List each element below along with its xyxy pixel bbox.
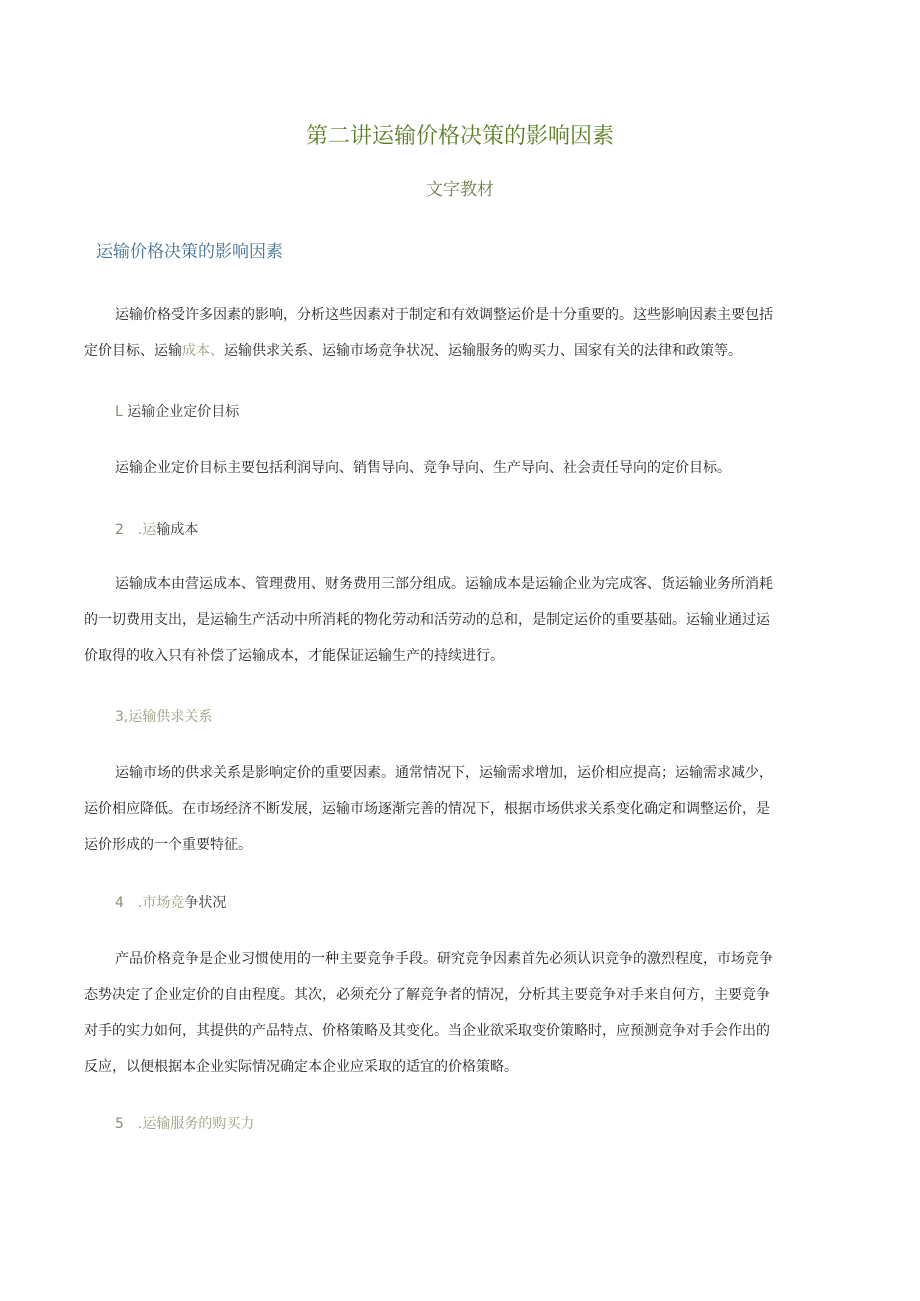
item-2-title-accent: .运: [137, 522, 157, 538]
item-1-heading: [115, 400, 239, 424]
item-1-number: L: [115, 404, 123, 420]
item-4-line-4: 反应，以便根据本企业实际情况确定本企业应采取的适宜的价格策略。: [84, 1059, 518, 1075]
item-4-title: 争状况: [184, 895, 227, 911]
item-5-title-accent: .运输服务的购买力: [137, 1116, 255, 1132]
item-1-paragraph: [84, 450, 844, 486]
intro-line-2-end: 运输供求关系、运输市场竞争状况、运输服务的购买力、国家有关的法律和政策等。: [224, 343, 742, 359]
item-3-heading: 3,运输供求关系: [115, 709, 213, 725]
intro-line-2-start: 定价目标、运输: [84, 343, 182, 359]
intro-line-2: [84, 333, 844, 369]
item-5-heading: [115, 1112, 254, 1136]
item-3-paragraph: [84, 755, 844, 863]
item-3-line-1: 运输市场的供求关系是影响定价的重要因素。通常情况下，运输需求增加，运价相应提高；运输需求减少，: [115, 765, 773, 781]
item-1-line-1: 运输企业定价目标主要包括利润导向、销售导向、竞争导向、生产导向、社会责任导向的定价目标。: [115, 460, 731, 476]
item-2-line-3: 价取得的收入只有补偿了运输成本，才能保证运输生产的持续进行。: [84, 648, 504, 664]
intro-paragraph: [84, 297, 844, 369]
intro-line-1: 运输价格受许多因素的影响，分析这些因素对于制定和有效调整运价是十分重要的。这些影响因素主要包括: [115, 307, 773, 323]
item-4-paragraph: [84, 941, 844, 1085]
item-4-line-2: 态势决定了企业定价的自由程度。其次，必须充分了解竞争者的情况，分析其主要竞争对手来自何方，主要竞争: [84, 987, 770, 1003]
item-2-paragraph: [84, 566, 844, 674]
item-4-number: 4: [115, 895, 124, 911]
document-title: 第二讲运输价格决策的影响因素: [305, 124, 614, 149]
intro-line-2-accent: 成本、: [182, 343, 224, 359]
item-3-line-3: 运价形成的一个重要特征。: [84, 837, 252, 853]
item-3-line-2: 运价相应降低。在市场经济不断发展，运输市场逐渐完善的情况下，根据市场供求关系变化确定和调整运价，是: [84, 801, 770, 817]
item-2-line-2: 的一切费用支出，是运输生产活动中所消耗的物化劳动和活劳动的总和，是制定运价的重要基础。运输业通过运: [84, 612, 770, 628]
item-2-title: 输成本: [156, 522, 199, 538]
item-2-number: 2: [115, 522, 124, 538]
item-2-heading: [115, 518, 198, 542]
item-5-number: 5: [115, 1116, 124, 1132]
item-2-line-1: 运输成本由营运成本、管理费用、财务费用三部分组成。运输成本是运输企业为完成客、货运输业务所消耗: [115, 576, 773, 592]
item-4-heading: [115, 891, 226, 915]
item-4-line-1: 产品价格竞争是企业习惯使用的一种主要竞争手段。研究竞争因素首先必须认识竞争的激烈程度，市场竞争: [115, 951, 773, 967]
item-4-title-accent: .市场竞: [137, 895, 185, 911]
section-heading: 运输价格决策的影响因素: [96, 242, 283, 262]
item-1-title: 运输企业定价目标: [127, 404, 240, 420]
document-subtitle: 文字教材: [426, 180, 494, 200]
item-4-line-3: 对手的实力如何，其提供的产品特点、价格策略及其变化。当企业欲采取变价策略时，应预测竞争对手会作出的: [84, 1023, 770, 1039]
